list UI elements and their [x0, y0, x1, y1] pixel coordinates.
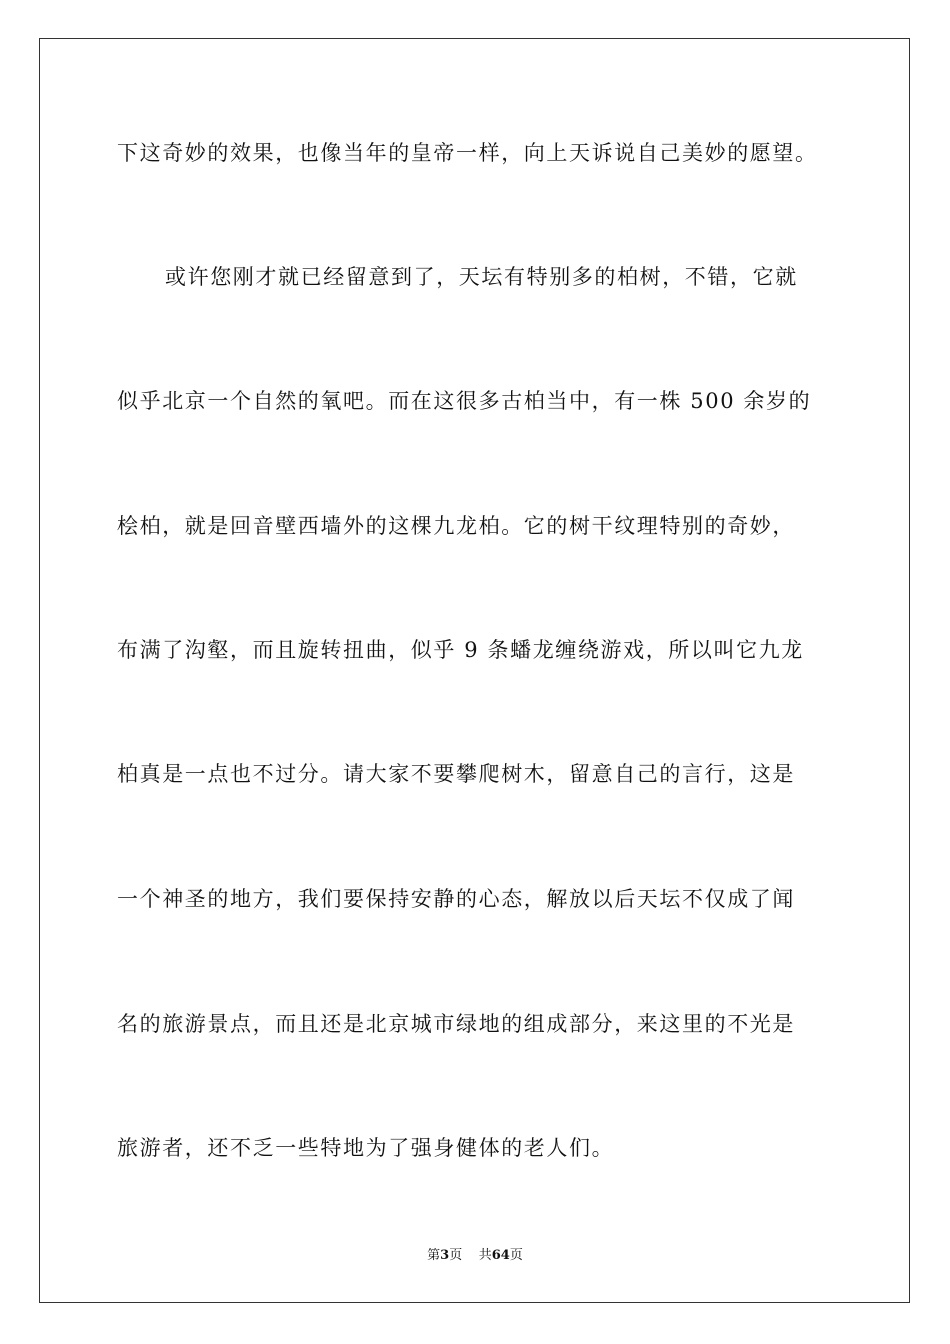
body-line-2: 或许您刚才就已经留意到了，天坛有特别多的柏树，不错，它就: [165, 265, 798, 289]
page-border: [39, 38, 910, 1303]
total-suffix: 页: [509, 1248, 523, 1263]
body-line-1: 下这奇妙的效果，也像当年的皇帝一样，向上天诉说自己美妙的愿望。: [117, 141, 818, 165]
page-footer: [0, 1248, 950, 1264]
body-line-5: 布满了沟壑，而且旋转扭曲，似乎 9 条蟠龙缠绕游戏，所以叫它九龙: [117, 638, 804, 662]
body-line-7: 一个神圣的地方，我们要保持安静的心态，解放以后天坛不仅成了闻: [117, 887, 795, 911]
page-number: 3: [440, 1248, 450, 1263]
body-line-9: 旅游者，还不乏一些特地为了强身健体的老人们。: [117, 1136, 615, 1160]
total-prefix: 共: [478, 1248, 492, 1263]
page-prefix: 第: [427, 1248, 441, 1263]
body-line-8: 名的旅游景点，而且还是北京城市绿地的组成部分，来这里的不光是: [117, 1012, 795, 1036]
page-suffix: 页: [449, 1248, 463, 1263]
body-line-3: 似乎北京一个自然的氧吧。而在这很多古柏当中，有一株 500 余岁的: [117, 389, 812, 413]
body-line-6: 柏真是一点也不过分。请大家不要攀爬树木，留意自己的言行，这是: [117, 762, 795, 786]
total-pages: 64: [491, 1248, 510, 1263]
body-line-4: 桧柏，就是回音壁西墙外的这棵九龙柏。它的树干纹理特别的奇妙，: [117, 514, 795, 538]
